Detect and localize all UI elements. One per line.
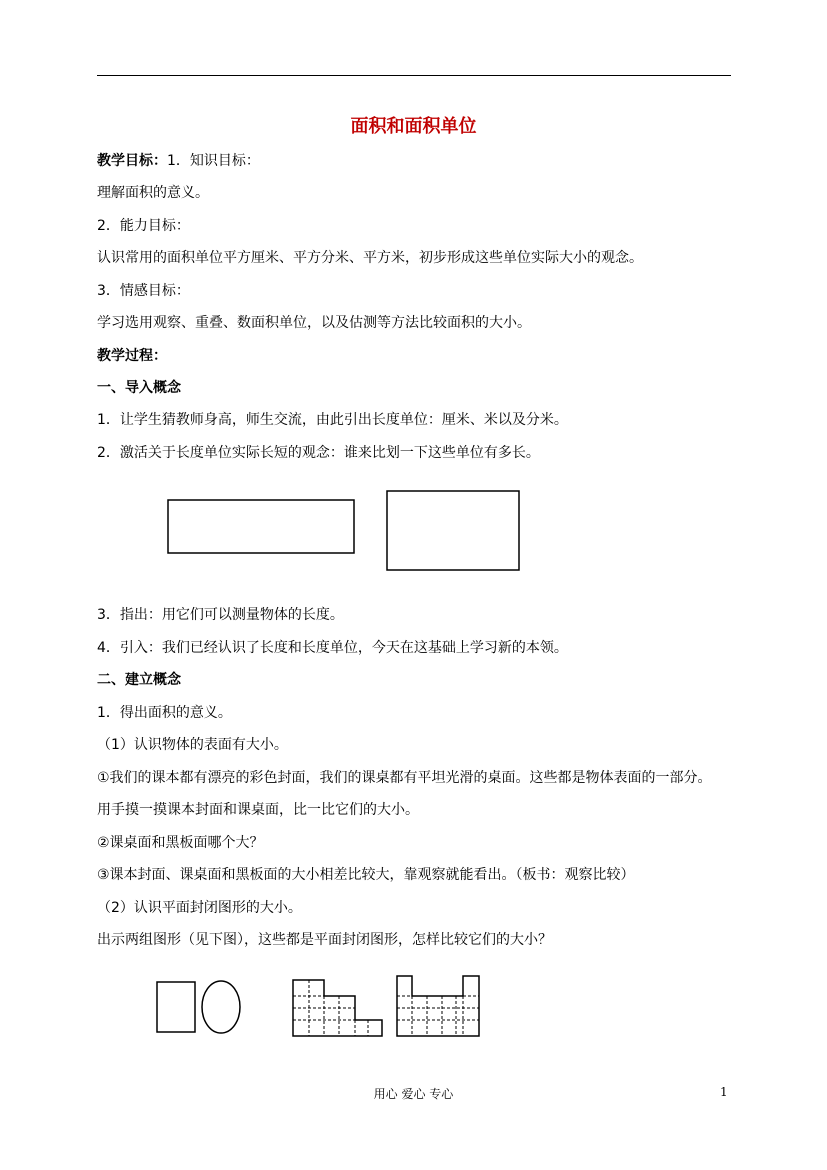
line-text: 学习选用观察、重叠、数面积单位，以及估测等方法比较面积的大小。 (97, 315, 531, 331)
line-text: 1．让学生猜教师身高，师生交流，由此引出长度单位：厘米、米以及分米。 (97, 412, 568, 428)
line-text: ①我们的课本都有漂亮的彩色封面，我们的课桌都有平坦光滑的桌面。这些都是物体表面的一部分。 (97, 770, 712, 786)
line-text: ②课桌面和黑板面哪个大？ (97, 835, 264, 851)
line-text: 4．引入：我们已经认识了长度和长度单位，今天在这基础上学习新的本领。 (97, 640, 568, 656)
line-text: 1．得出面积的意义。 (97, 705, 232, 721)
line-text: 2．能力目标： (97, 218, 190, 234)
heading-section-2: 二、建立概念 (97, 672, 181, 688)
line-text: 3．指出：用它们可以测量物体的长度。 (97, 607, 344, 623)
line-text: 出示两组图形（见下图），这些都是平面封闭图形，怎样比较它们的大小？ (97, 932, 552, 948)
line-text: ③课本封面、课桌面和黑板面的大小相差比较大，靠观察就能看出。（板书：观察比较） (97, 867, 635, 883)
line-text: 1．知识目标： (167, 153, 260, 169)
closed-shapes-figure (150, 970, 490, 1042)
rectangles-figure (160, 485, 530, 580)
heading-section-1: 一、导入概念 (97, 380, 181, 396)
heading-process: 教学过程： (97, 348, 167, 364)
ellipse-shape (202, 981, 240, 1033)
label-objectives: 教学目标： (97, 153, 167, 169)
document-title: 面积和面积单位 (350, 116, 477, 137)
tall-rectangle (387, 491, 519, 570)
long-rectangle (168, 500, 354, 553)
header-rule (97, 75, 731, 76)
line-text: 用手摸一摸课本封面和课桌面，比一比它们的大小。 (97, 802, 419, 818)
line-text: 3．情感目标： (97, 283, 190, 299)
page-footer: 用心 爱心 专心 (373, 1087, 454, 1101)
line-text: （1）认识物体的表面有大小。 (97, 737, 288, 753)
page-number: 1 (720, 1085, 728, 1099)
notched-grid-shape-right (397, 976, 479, 1036)
line-objectives (97, 151, 260, 171)
line-text: 认识常用的面积单位平方厘米、平方分米、平方米，初步形成这些单位实际大小的观念。 (97, 250, 643, 266)
line-text: 理解面积的意义。 (97, 185, 209, 201)
line-text: 2．激活关于长度单位实际长短的观念：谁来比划一下这些单位有多长。 (97, 445, 540, 461)
line-text: （2）认识平面封闭图形的大小。 (97, 900, 302, 916)
square-shape (157, 982, 195, 1032)
stepped-grid-shape-left (293, 980, 382, 1036)
